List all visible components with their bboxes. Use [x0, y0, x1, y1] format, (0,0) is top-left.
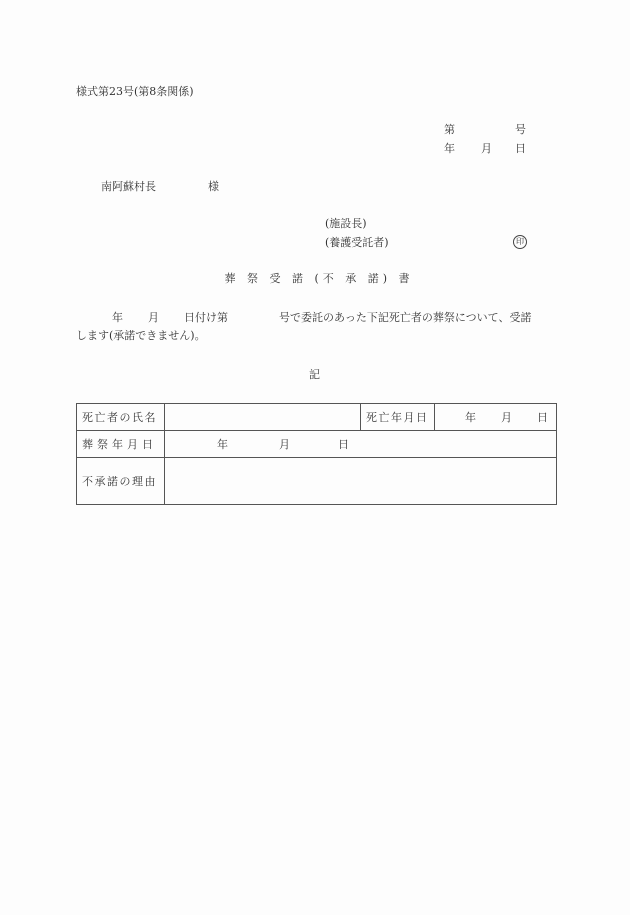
table-row [77, 404, 557, 431]
form-number: 様式第23号(第8条関係) [76, 85, 194, 98]
death-date-month: 月 [501, 411, 512, 424]
refusal-reason-field[interactable] [165, 458, 557, 505]
sender-facility-head: (施設長) [325, 217, 367, 230]
issue-date-day: 日 [515, 142, 526, 155]
table-row [77, 431, 557, 458]
deceased-name-label: 死亡者の氏名 [77, 404, 165, 431]
table-row [77, 458, 557, 505]
body-year: 年 [112, 311, 123, 324]
funeral-date-year: 年 [217, 438, 228, 451]
death-date-day: 日 [537, 411, 548, 424]
doc-number-suffix: 号 [515, 123, 526, 136]
death-date-field[interactable] [435, 404, 557, 431]
funeral-date-label: 葬祭年月日 [77, 431, 165, 458]
details-table [76, 403, 557, 505]
body-day-ref: 日付け第 [184, 311, 228, 324]
ki-heading: 記 [309, 368, 320, 381]
addressee-honorific: 様 [208, 180, 219, 193]
death-date-label: 死亡年月日 [361, 404, 435, 431]
deceased-name-field[interactable] [165, 404, 361, 431]
document-title: 葬 祭 受 諾 (不 承 諾) 書 [224, 272, 414, 285]
issue-date-month: 月 [481, 142, 492, 155]
sender-trustee: (養護受託者) [325, 236, 389, 249]
funeral-date-field[interactable] [165, 431, 557, 458]
body-number-text: 号で委託のあった下記死亡者の葬祭について、受諾 [279, 311, 532, 324]
issue-date-year: 年 [444, 142, 455, 155]
body-line-2: します(承諾できません)。 [76, 329, 206, 342]
body-month: 月 [148, 311, 159, 324]
funeral-date-month: 月 [279, 438, 290, 451]
death-date-year: 年 [465, 411, 476, 424]
seal-icon: 印 [513, 235, 527, 249]
funeral-date-day: 日 [338, 438, 349, 451]
doc-number-prefix: 第 [444, 123, 455, 136]
refusal-reason-label: 不承諾の理由 [77, 458, 165, 505]
addressee-name: 南阿蘇村長 [101, 180, 156, 193]
